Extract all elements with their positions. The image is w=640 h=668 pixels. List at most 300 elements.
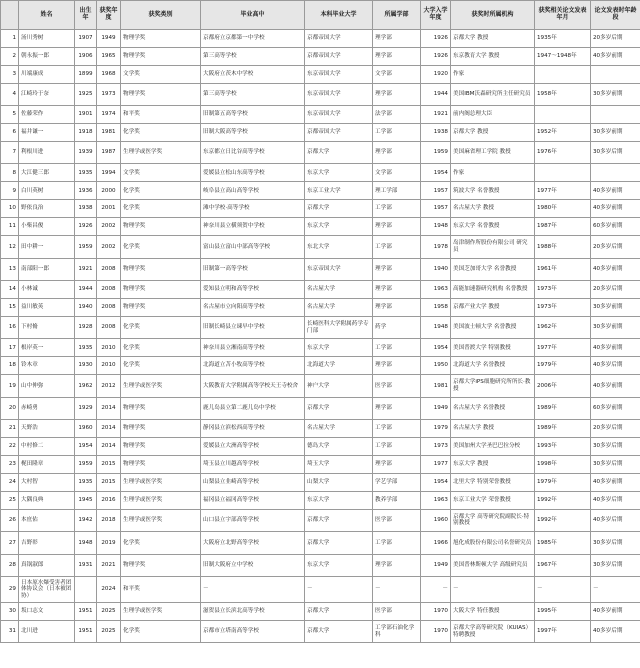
affiliation-cell: 名古屋大学 名誉教授 <box>451 397 535 420</box>
award-year-cell: 1981 <box>97 124 121 142</box>
award-category-cell: 生理学或医学奖 <box>121 491 201 509</box>
award-year-cell: 2018 <box>97 509 121 532</box>
entry-year-cell: 1926 <box>421 47 451 65</box>
entry-year-cell: 1954 <box>421 339 451 357</box>
paper-date-cell: 1979年 <box>535 473 591 491</box>
laureate-name-cell: 真锅淑郎 <box>19 554 75 577</box>
birth-year-cell <box>75 577 97 603</box>
row-number-cell: 19 <box>1 375 19 398</box>
high-school-cell: 第三高等学校 <box>201 83 305 106</box>
high-school-cell: 名古屋市立向阳高等学校 <box>201 298 305 316</box>
high-school-cell: 富山县立富山中部高等学校 <box>201 236 305 259</box>
award-category-cell: 化学奖 <box>121 236 201 259</box>
column-header: 论文发表时年龄段 <box>591 1 640 30</box>
paper-date-cell: 1962年 <box>535 316 591 339</box>
birth-year-cell: 1959 <box>75 236 97 259</box>
award-year-cell: 2014 <box>97 397 121 420</box>
faculty-cell: 学艺学部 <box>373 473 421 491</box>
laureate-name-cell: 福井谦一 <box>19 124 75 142</box>
affiliation-cell: 美国普渡大学 特别教授 <box>451 339 535 357</box>
university-cell: 长崎医科大学附属药学专门部 <box>305 316 373 339</box>
paper-date-cell: 1980年 <box>535 200 591 218</box>
award-category-cell: 文学奖 <box>121 65 201 83</box>
faculty-cell: 医学部 <box>373 375 421 398</box>
age-group-cell: 40多岁前期 <box>591 200 640 218</box>
high-school-cell: 旧制大阪府立中学校 <box>201 554 305 577</box>
faculty-cell: 理学部 <box>373 30 421 48</box>
table-row <box>1 473 640 491</box>
age-group-cell: 30多岁后期 <box>591 437 640 455</box>
birth-year-cell: 1944 <box>75 281 97 299</box>
age-group-cell: 20多岁后期 <box>591 236 640 259</box>
birth-year-cell: 1926 <box>75 218 97 236</box>
award-year-cell: 2016 <box>97 491 121 509</box>
birth-year-cell: 1925 <box>75 83 97 106</box>
university-cell: 京都帝国大学 <box>305 47 373 65</box>
birth-year-cell: 1935 <box>75 339 97 357</box>
paper-date-cell: 1989年 <box>535 397 591 420</box>
affiliation-cell: 东京教育大学 教授 <box>451 47 535 65</box>
table-row <box>1 554 640 577</box>
laureate-name-cell: 佐藤荣作 <box>19 106 75 124</box>
faculty-cell: 理学部 <box>373 141 421 164</box>
laureate-name-cell: 江崎玲于奈 <box>19 83 75 106</box>
birth-year-cell: 1938 <box>75 200 97 218</box>
university-cell: － <box>305 577 373 603</box>
laureate-name-cell: 下村脩 <box>19 316 75 339</box>
faculty-cell: 教养学部 <box>373 491 421 509</box>
entry-year-cell: 1981 <box>421 375 451 398</box>
row-number-cell: 27 <box>1 532 19 555</box>
paper-date-cell: 1992年 <box>535 491 591 509</box>
column-header: 出生年 <box>75 1 97 30</box>
column-header: 毕业高中 <box>201 1 305 30</box>
row-number-cell: 9 <box>1 182 19 200</box>
award-year-cell: 2002 <box>97 218 121 236</box>
row-number-cell: 10 <box>1 200 19 218</box>
faculty-cell: 药学 <box>373 316 421 339</box>
paper-date-cell: 1993年 <box>535 437 591 455</box>
paper-date-cell <box>535 65 591 83</box>
award-category-cell: 物理学奖 <box>121 420 201 438</box>
award-year-cell: 1949 <box>97 30 121 48</box>
laureate-name-cell: 本庶佑 <box>19 509 75 532</box>
paper-date-cell: 1976年 <box>535 141 591 164</box>
high-school-cell: 旧制大阪高等学校 <box>201 124 305 142</box>
award-category-cell: 和平奖 <box>121 577 201 603</box>
faculty-cell: 工学部 <box>373 124 421 142</box>
university-cell: 埼玉大学 <box>305 455 373 473</box>
table-row <box>1 455 640 473</box>
entry-year-cell: 1921 <box>421 106 451 124</box>
table-row <box>1 141 640 164</box>
table-row <box>1 316 640 339</box>
paper-date-cell: 1973年 <box>535 281 591 299</box>
award-category-cell: 生理学或医学奖 <box>121 509 201 532</box>
birth-year-cell: 1940 <box>75 298 97 316</box>
age-group-cell <box>591 164 640 182</box>
column-header: 所属学部 <box>373 1 421 30</box>
table-row <box>1 65 640 83</box>
age-group-cell: 60多岁前期 <box>591 397 640 420</box>
age-group-cell: 20多岁后期 <box>591 281 640 299</box>
faculty-cell: 理学部 <box>373 397 421 420</box>
laureate-name-cell: 北川进 <box>19 620 75 643</box>
high-school-cell: 神奈川县立横须贺中学校 <box>201 218 305 236</box>
entry-year-cell: 1949 <box>421 397 451 420</box>
affiliation-cell: － <box>451 577 535 603</box>
table-row <box>1 218 640 236</box>
birth-year-cell: 1954 <box>75 437 97 455</box>
table-row <box>1 339 640 357</box>
birth-year-cell: 1918 <box>75 124 97 142</box>
high-school-cell: 静冈县立滨松西高等学校 <box>201 420 305 438</box>
table-row <box>1 375 640 398</box>
high-school-cell: 旧制第一高等学校 <box>201 258 305 281</box>
award-year-cell: 2014 <box>97 420 121 438</box>
university-cell: 东京帝国大学 <box>305 83 373 106</box>
age-group-cell: 40多岁前期 <box>591 603 640 621</box>
faculty-cell: 医学部 <box>373 603 421 621</box>
award-category-cell: 物理学奖 <box>121 30 201 48</box>
age-group-cell: 30多岁后期 <box>591 141 640 164</box>
university-cell: 京都帝国大学 <box>305 30 373 48</box>
table-row <box>1 491 640 509</box>
age-group-cell <box>591 106 640 124</box>
age-group-cell: 40多岁前期 <box>591 339 640 357</box>
entry-year-cell: 1959 <box>421 141 451 164</box>
table-row <box>1 420 640 438</box>
entry-year-cell: 1970 <box>421 620 451 643</box>
entry-year-cell: 1966 <box>421 532 451 555</box>
award-year-cell: 2024 <box>97 577 121 603</box>
affiliation-cell: 北里大学 特别荣誉教授 <box>451 473 535 491</box>
entry-year-cell: 1973 <box>421 437 451 455</box>
table-row <box>1 124 640 142</box>
faculty-cell: 理学部 <box>373 47 421 65</box>
age-group-cell: 60多岁前期 <box>591 218 640 236</box>
paper-date-cell: － <box>535 577 591 603</box>
table-row <box>1 236 640 259</box>
age-group-cell: 40多岁前期 <box>591 258 640 281</box>
university-cell: 名古屋大学 <box>305 420 373 438</box>
high-school-cell: 京都市立塔南高等学校 <box>201 620 305 643</box>
entry-year-cell: 1960 <box>421 509 451 532</box>
paper-date-cell: 1979年 <box>535 357 591 375</box>
table-row <box>1 532 640 555</box>
paper-date-cell <box>535 164 591 182</box>
paper-date-cell: 1998年 <box>535 455 591 473</box>
award-category-cell: 物理学奖 <box>121 281 201 299</box>
faculty-cell: 工学部石油化学科 <box>373 620 421 643</box>
award-year-cell: 1987 <box>97 141 121 164</box>
entry-year-cell: 1958 <box>421 298 451 316</box>
paper-date-cell: 1952年 <box>535 124 591 142</box>
faculty-cell: 文学部 <box>373 65 421 83</box>
high-school-cell: 爱知县立明和高等学校 <box>201 281 305 299</box>
university-cell: 山梨大学 <box>305 473 373 491</box>
laureate-name-cell: 吉野彰 <box>19 532 75 555</box>
laureate-name-cell: 大隅良典 <box>19 491 75 509</box>
row-number-cell: 15 <box>1 298 19 316</box>
award-category-cell: 物理学奖 <box>121 554 201 577</box>
table-row <box>1 30 640 48</box>
award-category-cell: 生理学或医学奖 <box>121 141 201 164</box>
affiliation-cell: 美国IBM沃森研究所主任研究员 <box>451 83 535 106</box>
university-cell: 东京帝国大学 <box>305 258 373 281</box>
award-category-cell: 化学奖 <box>121 124 201 142</box>
table-row <box>1 620 640 643</box>
affiliation-cell: 美国波士顿大学 名誉教授 <box>451 316 535 339</box>
high-school-cell: 爱媛县立松山东高等学校 <box>201 164 305 182</box>
laureate-name-cell: 川端康成 <box>19 65 75 83</box>
laureate-name-cell: 白川英树 <box>19 182 75 200</box>
university-cell: 东京帝国大学 <box>305 65 373 83</box>
award-category-cell: 化学奖 <box>121 532 201 555</box>
award-category-cell: 化学奖 <box>121 620 201 643</box>
paper-date-cell: 1947～1948年 <box>535 47 591 65</box>
award-year-cell: 1973 <box>97 83 121 106</box>
paper-date-cell: 1989年 <box>535 420 591 438</box>
high-school-cell: 神奈川县立湘南高等学校 <box>201 339 305 357</box>
high-school-cell: 第三高等学校 <box>201 47 305 65</box>
age-group-cell: 30多岁前期 <box>591 316 640 339</box>
affiliation-cell: 北海道大学 名誉教授 <box>451 357 535 375</box>
row-number-cell: 30 <box>1 603 19 621</box>
award-year-cell: 2021 <box>97 554 121 577</box>
paper-date-cell: 1977年 <box>535 182 591 200</box>
faculty-cell: 理学部 <box>373 83 421 106</box>
faculty-cell: 工学部 <box>373 200 421 218</box>
table-row <box>1 357 640 375</box>
paper-date-cell: 1997年 <box>535 620 591 643</box>
row-number-cell: 28 <box>1 554 19 577</box>
age-group-cell: 30多岁前期 <box>591 124 640 142</box>
faculty-cell: 理学部 <box>373 357 421 375</box>
birth-year-cell: 1899 <box>75 65 97 83</box>
birth-year-cell: 1936 <box>75 182 97 200</box>
award-category-cell: 化学奖 <box>121 182 201 200</box>
row-number-cell: 22 <box>1 437 19 455</box>
laureate-name-cell: 天野浩 <box>19 420 75 438</box>
paper-date-cell: 1987年 <box>535 218 591 236</box>
university-cell: 东京大学 <box>305 554 373 577</box>
table-row <box>1 437 640 455</box>
award-category-cell: 物理学奖 <box>121 437 201 455</box>
age-group-cell: － <box>591 577 640 603</box>
high-school-cell: 山梨县立韭崎高等学校 <box>201 473 305 491</box>
age-group-cell: 40多岁后期 <box>591 509 640 532</box>
award-year-cell: 2014 <box>97 437 121 455</box>
laureate-name-cell: 利根川进 <box>19 141 75 164</box>
entry-year-cell: 1970 <box>421 603 451 621</box>
paper-date-cell: 2006年 <box>535 375 591 398</box>
affiliation-cell: 美国芝加哥大学 名誉教授 <box>451 258 535 281</box>
faculty-cell: 法学部 <box>373 106 421 124</box>
university-cell: 北海道大学 <box>305 357 373 375</box>
high-school-cell: 旧制长崎县立谏早中学校 <box>201 316 305 339</box>
age-group-cell: 40多岁前期 <box>591 375 640 398</box>
entry-year-cell: 1957 <box>421 182 451 200</box>
university-cell: 东京大学 <box>305 218 373 236</box>
age-group-cell: 30多岁后期 <box>591 554 640 577</box>
birth-year-cell: 1906 <box>75 47 97 65</box>
birth-year-cell: 1951 <box>75 620 97 643</box>
affiliation-cell: 美国普林斯顿大学 高级研究员 <box>451 554 535 577</box>
award-year-cell: 1994 <box>97 164 121 182</box>
laureate-name-cell: 小柴昌俊 <box>19 218 75 236</box>
award-category-cell: 物理学奖 <box>121 218 201 236</box>
paper-date-cell: 1995年 <box>535 603 591 621</box>
paper-date-cell: 1988年 <box>535 236 591 259</box>
award-category-cell: 物理学奖 <box>121 298 201 316</box>
age-group-cell: 30多岁后期 <box>591 455 640 473</box>
paper-date-cell: 1973年 <box>535 298 591 316</box>
age-group-cell: 30多岁前期 <box>591 298 640 316</box>
university-cell: 京都大学 <box>305 397 373 420</box>
laureate-name-cell: 野依良治 <box>19 200 75 218</box>
award-category-cell: 物理学奖 <box>121 258 201 281</box>
award-year-cell: 2015 <box>97 473 121 491</box>
high-school-cell: 大阪府立北野高等学校 <box>201 532 305 555</box>
faculty-cell: 理学部 <box>373 218 421 236</box>
laureate-name-cell: 汤川秀树 <box>19 30 75 48</box>
award-category-cell: 文学奖 <box>121 164 201 182</box>
birth-year-cell: 1962 <box>75 375 97 398</box>
entry-year-cell: － <box>421 577 451 603</box>
age-group-cell: 20多岁后期 <box>591 30 640 48</box>
age-group-cell: 30多岁前期 <box>591 83 640 106</box>
paper-date-cell: 1935年 <box>535 30 591 48</box>
row-number-cell: 14 <box>1 281 19 299</box>
birth-year-cell: 1959 <box>75 455 97 473</box>
university-cell: 京都大学 <box>305 603 373 621</box>
paper-date-cell <box>535 106 591 124</box>
row-number-cell: 6 <box>1 124 19 142</box>
row-number-cell: 7 <box>1 141 19 164</box>
entry-year-cell: 1948 <box>421 316 451 339</box>
award-year-cell: 1974 <box>97 106 121 124</box>
paper-date-cell: 1977年 <box>535 339 591 357</box>
age-group-cell: 40多岁前期 <box>591 182 640 200</box>
age-group-cell: 40多岁前期 <box>591 47 640 65</box>
birth-year-cell: 1907 <box>75 30 97 48</box>
column-header: 获奖年度 <box>97 1 121 30</box>
laureate-name-cell: 朝永振一郎 <box>19 47 75 65</box>
award-category-cell: 物理学奖 <box>121 455 201 473</box>
faculty-cell: 理学部 <box>373 455 421 473</box>
university-cell: 京都帝国大学 <box>305 124 373 142</box>
paper-date-cell: 1985年 <box>535 532 591 555</box>
affiliation-cell: 名古屋大学 教授 <box>451 200 535 218</box>
table-row <box>1 106 640 124</box>
row-number-cell: 11 <box>1 218 19 236</box>
university-cell: 东京工业大学 <box>305 182 373 200</box>
birth-year-cell: 1960 <box>75 420 97 438</box>
laureate-name-cell: 日本原水爆受害者团体协议会（日本被团协） <box>19 577 75 603</box>
award-year-cell: 2008 <box>97 316 121 339</box>
age-group-cell: 40多岁后期 <box>591 357 640 375</box>
university-cell: 名古屋大学 <box>305 281 373 299</box>
university-cell: 京都大学 <box>305 620 373 643</box>
laureate-name-cell: 铃木章 <box>19 357 75 375</box>
entry-year-cell: 1940 <box>421 258 451 281</box>
table-row <box>1 47 640 65</box>
laureate-name-cell: 大村智 <box>19 473 75 491</box>
row-number-cell: 17 <box>1 339 19 357</box>
laureate-name-cell: 益川敏英 <box>19 298 75 316</box>
age-group-cell: 40多岁后期 <box>591 620 640 643</box>
affiliation-cell: 东京工业大学 荣誉教授 <box>451 491 535 509</box>
faculty-cell: 理学部 <box>373 554 421 577</box>
university-cell: 名古屋大学 <box>305 298 373 316</box>
table-row <box>1 83 640 106</box>
row-number-cell: 2 <box>1 47 19 65</box>
laureate-name-cell: 山中伸弥 <box>19 375 75 398</box>
laureate-name-cell: 小林诚 <box>19 281 75 299</box>
university-cell: 德岛大学 <box>305 437 373 455</box>
award-category-cell: 和平奖 <box>121 106 201 124</box>
affiliation-cell: 岛津制作所股份有限公司 研究员 <box>451 236 535 259</box>
university-cell: 东京大学 <box>305 339 373 357</box>
affiliation-cell: 旭化成股份有限公司名誉研究员 <box>451 532 535 555</box>
row-number-cell: 20 <box>1 397 19 420</box>
laureate-name-cell: 梶田隆章 <box>19 455 75 473</box>
university-cell: 东京帝国大学 <box>305 106 373 124</box>
table-row <box>1 164 640 182</box>
affiliation-cell: 京都大学iPS细胞研究所所长·教授 <box>451 375 535 398</box>
age-group-cell: 40多岁前期 <box>591 473 640 491</box>
laureate-name-cell: 赤崎勇 <box>19 397 75 420</box>
faculty-cell: 文学部 <box>373 164 421 182</box>
award-category-cell: 生理学或医学奖 <box>121 375 201 398</box>
affiliation-cell: 前内阁总理大臣 <box>451 106 535 124</box>
entry-year-cell: 1979 <box>421 420 451 438</box>
award-category-cell: 化学奖 <box>121 316 201 339</box>
row-number-cell: 5 <box>1 106 19 124</box>
affiliation-cell: 作家 <box>451 65 535 83</box>
table-row <box>1 509 640 532</box>
university-cell: 京都大学 <box>305 509 373 532</box>
faculty-cell: 理工学部 <box>373 182 421 200</box>
high-school-cell: 京都府立京都第一中学校 <box>201 30 305 48</box>
paper-date-cell: 1992年 <box>535 509 591 532</box>
column-header <box>1 1 19 30</box>
high-school-cell: 旧制第五高等学校 <box>201 106 305 124</box>
university-cell: 京都大学 <box>305 200 373 218</box>
table-row <box>1 397 640 420</box>
entry-year-cell: 1949 <box>421 554 451 577</box>
award-year-cell: 2001 <box>97 200 121 218</box>
age-group-cell: 30多岁后期 <box>591 532 640 555</box>
high-school-cell: － <box>201 577 305 603</box>
row-number-cell: 1 <box>1 30 19 48</box>
age-group-cell: 20多岁后期 <box>591 420 640 438</box>
birth-year-cell: 1939 <box>75 141 97 164</box>
award-category-cell: 物理学奖 <box>121 47 201 65</box>
award-year-cell: 2012 <box>97 375 121 398</box>
column-header: 获奖时所属机构 <box>451 1 535 30</box>
birth-year-cell: 1921 <box>75 258 97 281</box>
faculty-cell: － <box>373 577 421 603</box>
table-row <box>1 281 640 299</box>
affiliation-cell: 大阪大学 特任教授 <box>451 603 535 621</box>
row-number-cell: 26 <box>1 509 19 532</box>
award-category-cell: 化学奖 <box>121 200 201 218</box>
laureate-name-cell: 根岸英一 <box>19 339 75 357</box>
faculty-cell: 理学部 <box>373 258 421 281</box>
row-number-cell: 18 <box>1 357 19 375</box>
